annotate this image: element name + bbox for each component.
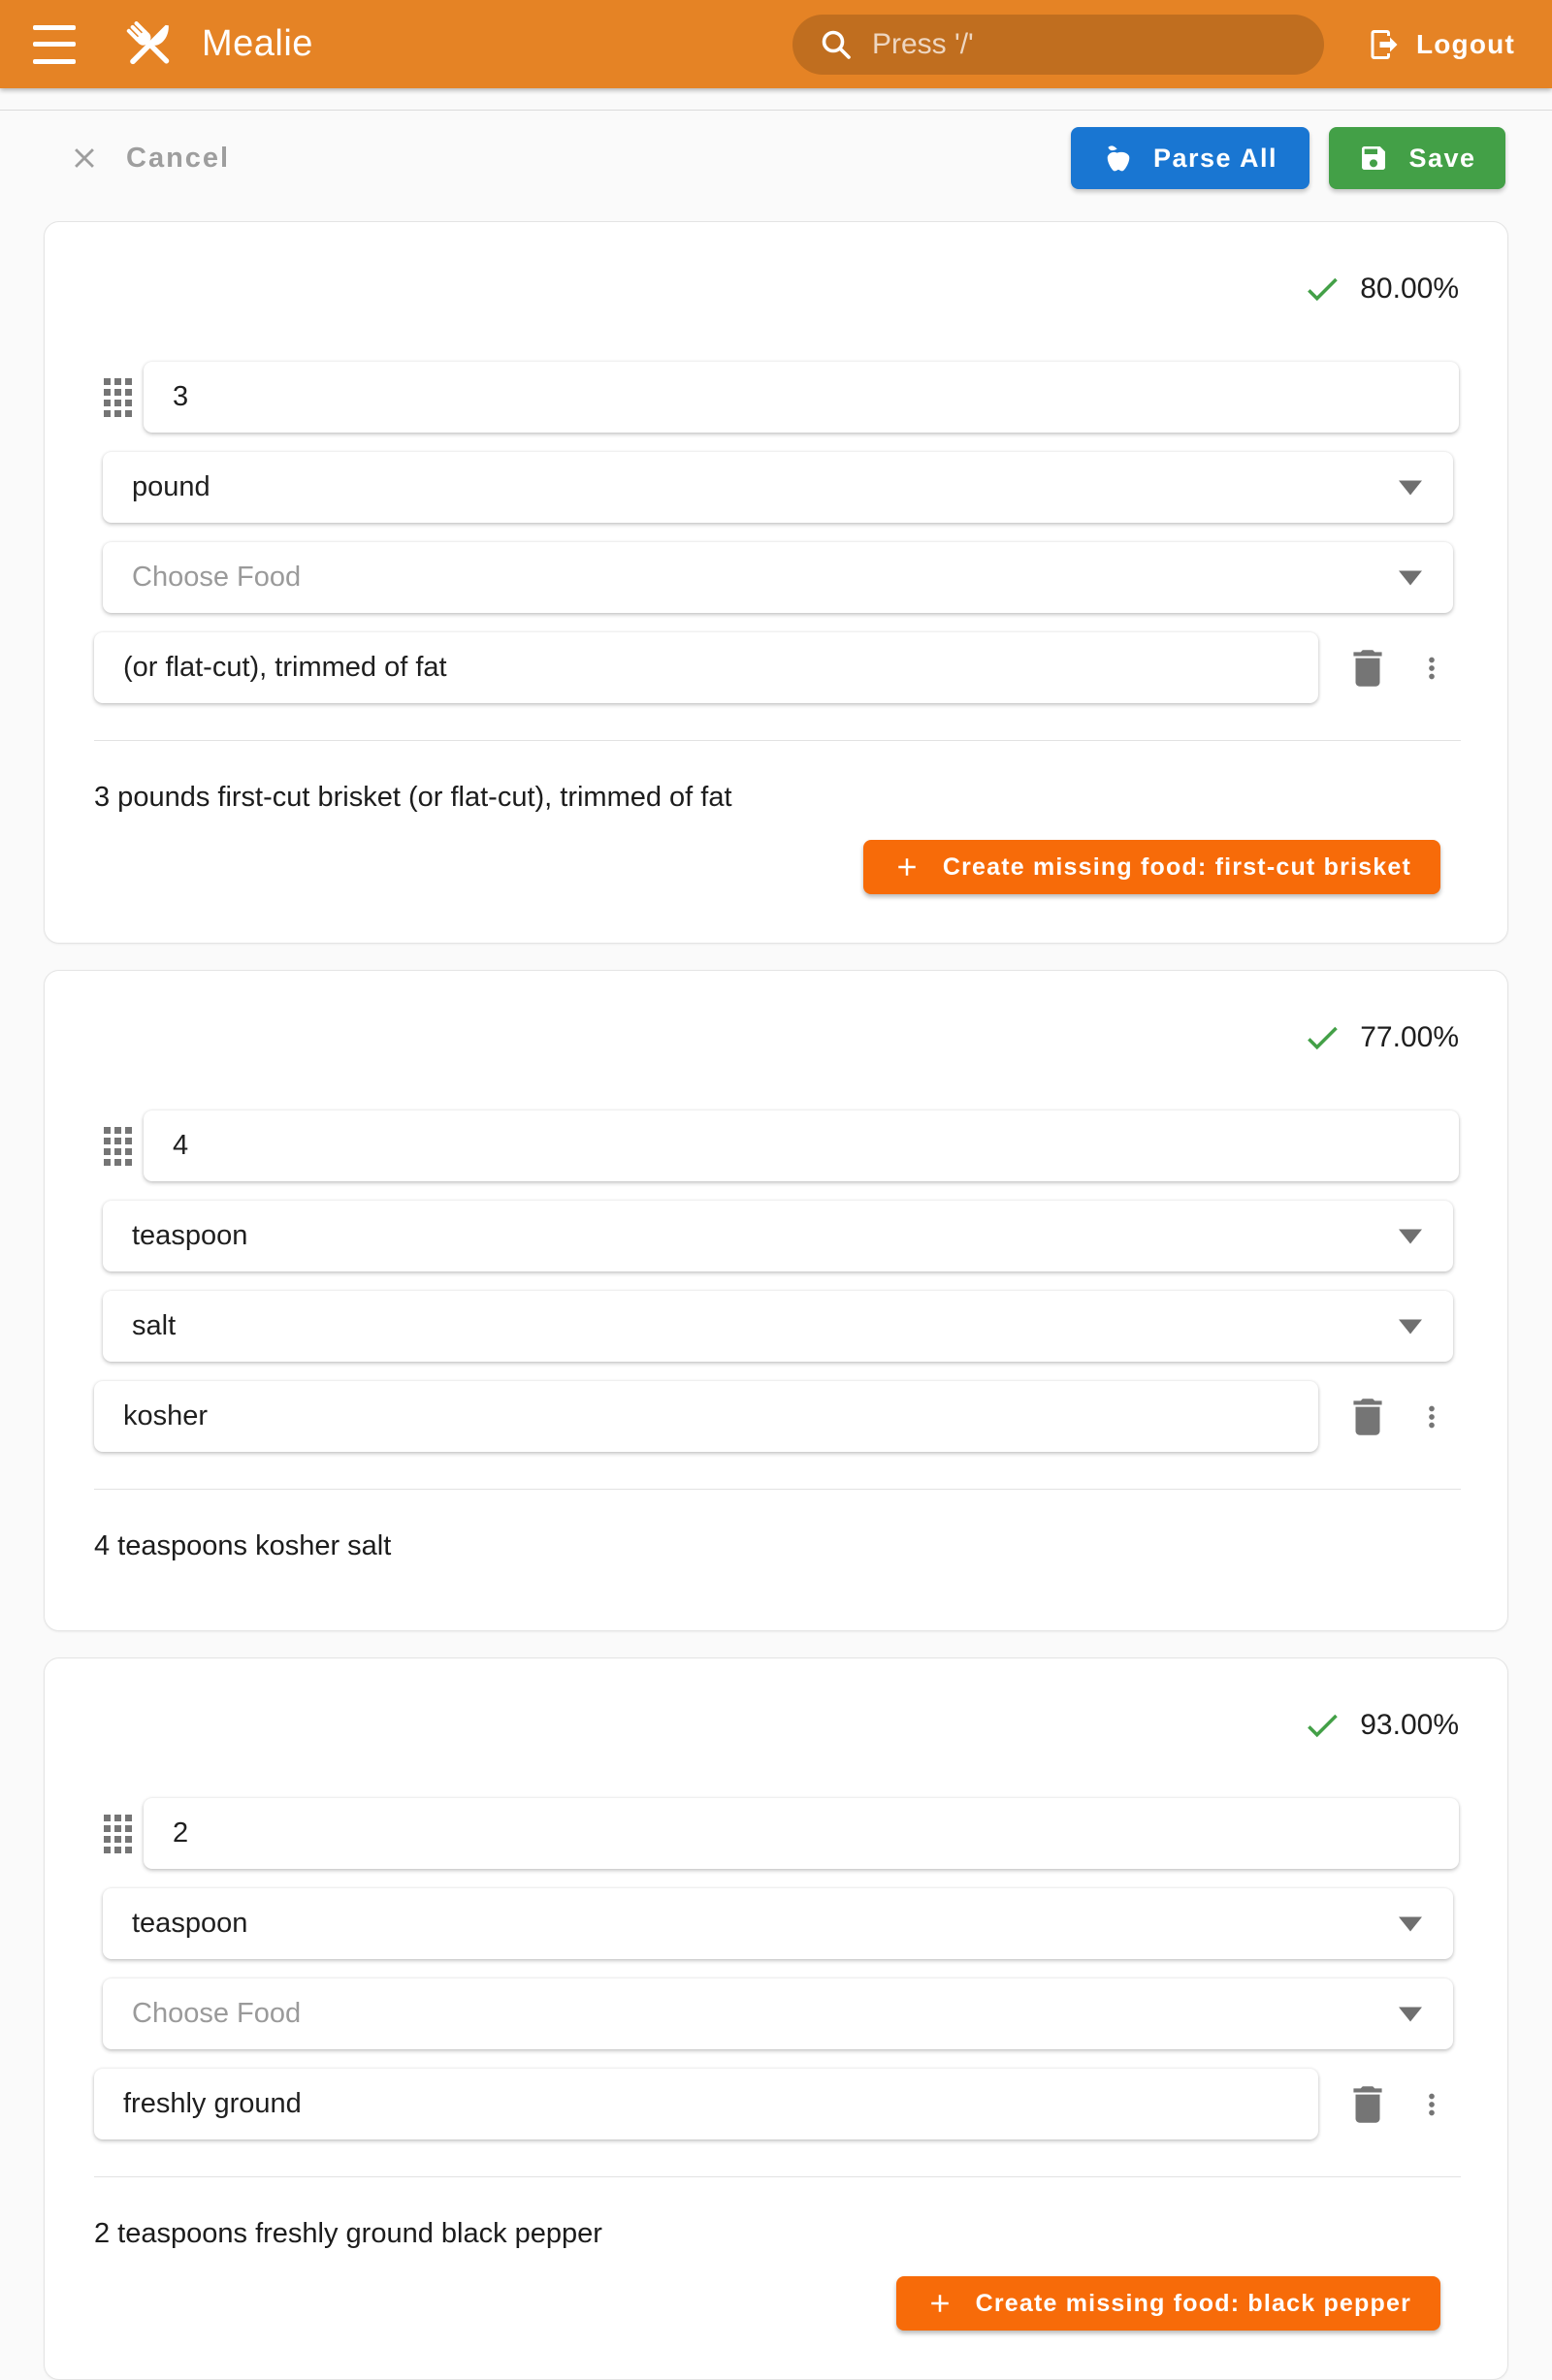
search-icon (820, 28, 853, 61)
logout-label: Logout (1415, 28, 1515, 59)
parse-all-label: Parse All (1152, 143, 1278, 173)
app-bar (0, 0, 1552, 88)
confidence-row (93, 1017, 1459, 1058)
food-select[interactable] (103, 1291, 1453, 1362)
food-select[interactable] (103, 1978, 1453, 2049)
delete-button[interactable] (1343, 1393, 1392, 1441)
unit-select[interactable] (103, 1201, 1453, 1271)
chevron-down-icon (1399, 1319, 1422, 1334)
quantity-input[interactable] (144, 1110, 1459, 1181)
quantity-input[interactable] (144, 362, 1459, 433)
apple-icon (1103, 143, 1134, 174)
editor-toolbar (0, 111, 1552, 206)
check-icon (1302, 1017, 1342, 1058)
logout-button[interactable] (1367, 27, 1515, 62)
create-missing-food-button[interactable] (896, 2276, 1440, 2331)
confidence-value: 77.00% (1360, 1021, 1459, 1053)
food-select-placeholder: Choose Food (132, 1998, 302, 2029)
search-placeholder: Press '/' (871, 27, 974, 60)
confidence-row (93, 269, 1459, 309)
food-select-value: salt (132, 1310, 177, 1341)
more-options-button[interactable] (1415, 2088, 1448, 2121)
trash-icon (1343, 1393, 1392, 1441)
chevron-down-icon (1399, 2007, 1422, 2021)
confidence-value: 93.00% (1360, 1709, 1459, 1741)
unit-select[interactable] (103, 452, 1453, 523)
unit-select-value: pound (132, 471, 210, 502)
card-divider (94, 2176, 1461, 2177)
save-label: Save (1408, 143, 1476, 173)
confidence-value: 80.00% (1360, 273, 1459, 305)
cancel-label: Cancel (126, 142, 231, 174)
delete-button[interactable] (1343, 2080, 1392, 2129)
unit-select[interactable] (103, 1888, 1453, 1959)
save-button[interactable] (1329, 127, 1505, 189)
note-input[interactable] (94, 632, 1318, 703)
card-divider (94, 1489, 1461, 1490)
chevron-down-icon (1399, 1916, 1422, 1931)
original-ingredient-text: 2 teaspoons freshly ground black pepper (94, 2218, 602, 2249)
plus-icon (925, 2289, 954, 2318)
ingredient-card (44, 970, 1508, 1631)
dots-vertical-icon (1415, 652, 1448, 685)
food-select[interactable] (103, 542, 1453, 613)
drag-handle-icon[interactable] (104, 378, 132, 417)
trash-icon (1343, 2080, 1392, 2129)
menu-icon[interactable] (33, 25, 80, 64)
unit-select-value: teaspoon (132, 1220, 248, 1251)
more-options-button[interactable] (1415, 652, 1448, 685)
create-missing-food-button[interactable] (863, 840, 1440, 894)
quantity-input[interactable] (144, 1798, 1459, 1869)
plus-icon (892, 852, 922, 882)
confidence-row (93, 1705, 1459, 1746)
delete-button[interactable] (1343, 644, 1392, 692)
cancel-button[interactable] (68, 142, 230, 175)
create-missing-food-label: Create missing food: black pepper (975, 2289, 1411, 2317)
chevron-down-icon (1399, 570, 1422, 585)
dots-vertical-icon (1415, 1400, 1448, 1433)
ingredient-card (44, 1657, 1508, 2380)
unit-select-value: teaspoon (132, 1908, 248, 1939)
note-input[interactable] (94, 2069, 1318, 2139)
mealie-logo-icon (118, 14, 180, 76)
app-title: Mealie (202, 23, 313, 64)
parse-all-button[interactable] (1071, 127, 1310, 189)
note-input[interactable] (94, 1381, 1318, 1452)
check-icon (1302, 269, 1342, 309)
logout-icon (1367, 27, 1402, 62)
more-options-button[interactable] (1415, 1400, 1448, 1433)
original-ingredient-text: 3 pounds first-cut brisket (or flat-cut), trimmed of fat (94, 782, 732, 813)
dots-vertical-icon (1415, 2088, 1448, 2121)
drag-handle-icon[interactable] (104, 1815, 132, 1853)
search-input[interactable] (792, 15, 1324, 75)
card-divider (94, 740, 1461, 741)
chevron-down-icon (1399, 480, 1422, 495)
food-select-placeholder: Choose Food (132, 562, 302, 593)
ingredient-card (44, 221, 1508, 944)
original-ingredient-text: 4 teaspoons kosher salt (94, 1530, 392, 1561)
chevron-down-icon (1399, 1229, 1422, 1243)
create-missing-food-label: Create missing food: first-cut brisket (942, 852, 1411, 881)
trash-icon (1343, 644, 1392, 692)
check-icon (1302, 1705, 1342, 1746)
close-icon (68, 142, 101, 175)
save-icon (1358, 143, 1389, 174)
drag-handle-icon[interactable] (104, 1127, 132, 1166)
